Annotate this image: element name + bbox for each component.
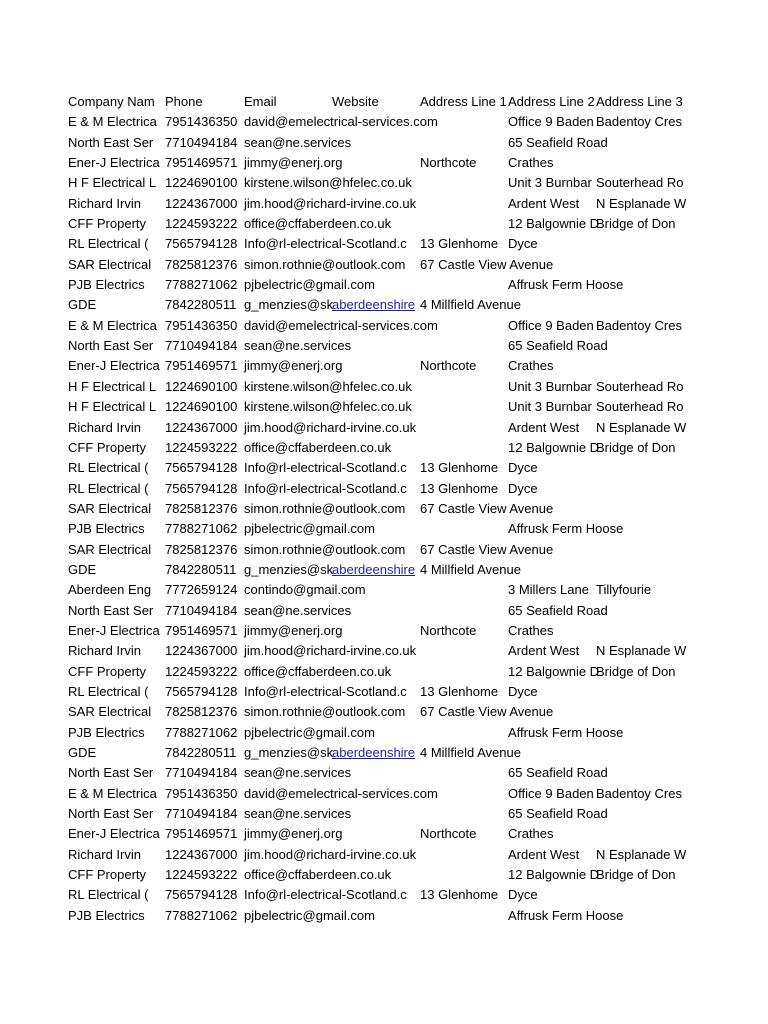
- cell-email[interactable]: sean@ne.services: [244, 765, 352, 781]
- cell-address-line-3[interactable]: [596, 743, 684, 763]
- cell-address-line-2[interactable]: Affrusk Ferm Hoose: [508, 277, 624, 293]
- header-website[interactable]: Website: [332, 94, 379, 109]
- cell-address-line-3[interactable]: N Esplanade W: [596, 195, 687, 211]
- cell-address-line-1[interactable]: [420, 418, 508, 438]
- cell-email[interactable]: jim.hood@richard-irvine.co.uk: [244, 643, 417, 659]
- cell-address-line-3[interactable]: Souterhead Ro: [596, 399, 684, 415]
- cell-address-line-2[interactable]: Ardent West: [508, 643, 580, 659]
- cell-company[interactable]: PJB Electrics: [68, 724, 145, 740]
- cell-address-line-2[interactable]: Unit 3 Burnbar: [508, 378, 592, 394]
- cell-address-line-2[interactable]: 65 Seafield Road: [508, 134, 608, 150]
- cell-company[interactable]: RL Electrical (: [68, 236, 149, 252]
- cell-address-line-1[interactable]: [420, 133, 508, 153]
- cell-company[interactable]: RL Electrical (: [68, 480, 149, 496]
- cell-website[interactable]: [332, 153, 420, 173]
- cell-company[interactable]: Ener-J Electrica: [68, 826, 160, 842]
- cell-address-line-1[interactable]: [420, 275, 508, 295]
- cell-website[interactable]: [332, 458, 420, 478]
- cell-address-line-1[interactable]: 4 Millfield Avenue: [420, 297, 521, 313]
- cell-company[interactable]: Ener-J Electrica: [68, 622, 160, 638]
- cell-company[interactable]: CFF Property: [68, 867, 147, 883]
- cell-company[interactable]: Richard Irvin: [68, 846, 141, 862]
- cell-address-line-1[interactable]: 13 Glenhome: [420, 683, 499, 699]
- cell-phone[interactable]: 7842280511: [165, 745, 237, 760]
- cell-address-line-2[interactable]: 12 Balgownie D: [508, 439, 600, 455]
- cell-address-line-1[interactable]: Northcote: [420, 622, 477, 638]
- cell-phone[interactable]: 7788271062: [165, 521, 238, 537]
- cell-email[interactable]: pjbelectric@gmail.com: [244, 277, 375, 293]
- cell-company[interactable]: SAR Electrical: [68, 256, 152, 272]
- cell-phone[interactable]: 7951469571: [165, 358, 238, 374]
- cell-address-line-1[interactable]: [420, 865, 508, 885]
- cell-website[interactable]: [332, 560, 420, 580]
- cell-email[interactable]: Info@rl-electrical-Scotland.c: [244, 887, 407, 903]
- cell-company[interactable]: GDE: [68, 297, 97, 313]
- cell-address-line-3[interactable]: [596, 153, 684, 173]
- cell-phone[interactable]: 7951436350: [165, 317, 238, 333]
- cell-company[interactable]: Aberdeen Eng: [68, 582, 152, 598]
- cell-address-line-3[interactable]: [596, 824, 684, 844]
- cell-address-line-3[interactable]: Bridge of Don: [596, 216, 676, 232]
- cell-phone[interactable]: 7825812376: [165, 704, 238, 720]
- cell-phone[interactable]: 7951436350: [165, 785, 238, 801]
- cell-company[interactable]: North East Ser: [68, 338, 154, 354]
- cell-phone[interactable]: 7565794128: [165, 887, 238, 903]
- cell-company[interactable]: H F Electrical L: [68, 378, 157, 394]
- cell-phone[interactable]: 7710494184: [165, 602, 238, 618]
- cell-company[interactable]: Richard Irvin: [68, 195, 141, 211]
- cell-address-line-2[interactable]: Affrusk Ferm Hoose: [508, 907, 624, 923]
- cell-address-line-3[interactable]: Badentoy Cres: [596, 114, 682, 130]
- cell-address-line-3[interactable]: [596, 560, 684, 580]
- cell-website[interactable]: [332, 824, 420, 844]
- cell-phone[interactable]: 7951469571: [165, 155, 238, 171]
- cell-company[interactable]: Richard Irvin: [68, 419, 141, 435]
- cell-address-line-2[interactable]: 65 Seafield Road: [508, 765, 608, 781]
- cell-company[interactable]: RL Electrical (: [68, 887, 149, 903]
- cell-company[interactable]: SAR Electrical: [68, 541, 152, 557]
- cell-email[interactable]: kirstene.wilson@hfelec.co.uk: [244, 378, 412, 394]
- cell-address-line-1[interactable]: 4 Millfield Avenue: [420, 745, 521, 760]
- cell-phone[interactable]: 7788271062: [165, 907, 238, 923]
- cell-address-line-3[interactable]: N Esplanade W: [596, 643, 687, 659]
- cell-email[interactable]: g_menzies@sk: [244, 561, 334, 577]
- cell-email[interactable]: simon.rothnie@outlook.com: [244, 704, 406, 720]
- cell-email[interactable]: pjbelectric@gmail.com: [244, 724, 375, 740]
- cell-phone[interactable]: 7788271062: [165, 724, 238, 740]
- cell-address-line-3[interactable]: Tillyfourie: [596, 582, 652, 598]
- website-link[interactable]: aberdeenshire: [332, 297, 416, 313]
- cell-phone[interactable]: 1224593222: [165, 663, 238, 679]
- cell-address-line-2[interactable]: 65 Seafield Road: [508, 602, 608, 618]
- cell-email[interactable]: g_menzies@sk: [244, 745, 334, 760]
- cell-website[interactable]: [332, 234, 420, 254]
- cell-address-line-3[interactable]: [596, 601, 684, 621]
- cell-address-line-2[interactable]: Crathes: [508, 155, 554, 171]
- cell-phone[interactable]: 1224593222: [165, 867, 238, 883]
- cell-address-line-2[interactable]: Ardent West: [508, 419, 580, 435]
- cell-address-line-2[interactable]: Dyce: [508, 460, 538, 476]
- cell-address-line-1[interactable]: 13 Glenhome: [420, 480, 499, 496]
- cell-company[interactable]: North East Ser: [68, 602, 154, 618]
- cell-email[interactable]: Info@rl-electrical-Scotland.c: [244, 236, 407, 252]
- cell-email[interactable]: jim.hood@richard-irvine.co.uk: [244, 419, 417, 435]
- cell-email[interactable]: Info@rl-electrical-Scotland.c: [244, 480, 407, 496]
- cell-address-line-1[interactable]: [420, 377, 508, 397]
- cell-email[interactable]: contindo@gmail.com: [244, 582, 366, 598]
- cell-email[interactable]: pjbelectric@gmail.com: [244, 521, 375, 537]
- cell-email[interactable]: g_menzies@sk: [244, 297, 334, 313]
- cell-company[interactable]: CFF Property: [68, 216, 147, 232]
- cell-address-line-1[interactable]: [420, 580, 508, 600]
- cell-phone[interactable]: 1224593222: [165, 216, 238, 232]
- cell-email[interactable]: office@cffaberdeen.co.uk: [244, 439, 392, 455]
- cell-address-line-2[interactable]: Ardent West: [508, 846, 580, 862]
- cell-email[interactable]: jimmy@enerj.org: [244, 358, 343, 374]
- cell-email[interactable]: office@cffaberdeen.co.uk: [244, 867, 392, 883]
- cell-company[interactable]: GDE: [68, 745, 97, 760]
- cell-address-line-1[interactable]: 67 Castle View Avenue: [420, 541, 554, 557]
- cell-phone[interactable]: 7565794128: [165, 683, 238, 699]
- cell-phone[interactable]: 7825812376: [165, 256, 238, 272]
- cell-address-line-2[interactable]: Crathes: [508, 622, 554, 638]
- cell-address-line-3[interactable]: [596, 133, 684, 153]
- cell-address-line-1[interactable]: 13 Glenhome: [420, 460, 499, 476]
- cell-address-line-3[interactable]: [596, 295, 684, 315]
- cell-address-line-3[interactable]: [596, 255, 684, 275]
- cell-address-line-2[interactable]: Dyce: [508, 683, 538, 699]
- cell-phone[interactable]: 7825812376: [165, 500, 238, 516]
- cell-website[interactable]: [332, 702, 420, 722]
- cell-email[interactable]: office@cffaberdeen.co.uk: [244, 663, 392, 679]
- cell-address-line-1[interactable]: [420, 194, 508, 214]
- cell-address-line-2[interactable]: [508, 560, 596, 580]
- cell-address-line-2[interactable]: [508, 743, 596, 763]
- cell-address-line-2[interactable]: Dyce: [508, 887, 538, 903]
- cell-email[interactable]: david@emelectrical-services.com: [244, 785, 438, 801]
- cell-email[interactable]: jimmy@enerj.org: [244, 622, 343, 638]
- cell-email[interactable]: sean@ne.services: [244, 602, 352, 618]
- cell-address-line-1[interactable]: [420, 763, 508, 783]
- cell-company[interactable]: PJB Electrics: [68, 907, 145, 923]
- cell-address-line-1[interactable]: [420, 662, 508, 682]
- cell-phone[interactable]: 7710494184: [165, 806, 238, 822]
- cell-address-line-1[interactable]: 67 Castle View Avenue: [420, 704, 554, 720]
- cell-email[interactable]: sean@ne.services: [244, 806, 352, 822]
- cell-phone[interactable]: 7788271062: [165, 277, 238, 293]
- cell-address-line-2[interactable]: 65 Seafield Road: [508, 338, 608, 354]
- cell-phone[interactable]: 1224593222: [165, 439, 238, 455]
- cell-address-line-3[interactable]: [596, 458, 684, 478]
- cell-address-line-1[interactable]: 4 Millfield Avenue: [420, 561, 521, 577]
- cell-address-line-1[interactable]: 67 Castle View Avenue: [420, 500, 554, 516]
- cell-address-line-1[interactable]: Northcote: [420, 826, 477, 842]
- cell-phone[interactable]: 7565794128: [165, 460, 238, 476]
- cell-company[interactable]: E & M Electrica: [68, 114, 157, 130]
- cell-address-line-3[interactable]: N Esplanade W: [596, 419, 687, 435]
- cell-website[interactable]: [332, 540, 420, 560]
- cell-company[interactable]: SAR Electrical: [68, 500, 152, 516]
- cell-address-line-3[interactable]: [596, 885, 684, 905]
- header-address-line-1[interactable]: Address Line 1: [420, 94, 507, 109]
- cell-address-line-3[interactable]: [596, 336, 684, 356]
- cell-address-line-3[interactable]: [596, 804, 684, 824]
- cell-phone[interactable]: 1224690100: [165, 399, 238, 415]
- cell-email[interactable]: kirstene.wilson@hfelec.co.uk: [244, 399, 412, 415]
- cell-phone[interactable]: 7772659124: [165, 582, 238, 598]
- header-email[interactable]: Email: [244, 94, 277, 109]
- cell-email[interactable]: david@emelectrical-services.com: [244, 317, 438, 333]
- cell-address-line-3[interactable]: Badentoy Cres: [596, 317, 682, 333]
- cell-address-line-3[interactable]: [596, 702, 684, 722]
- cell-phone[interactable]: 1224367000: [165, 419, 238, 435]
- cell-email[interactable]: jimmy@enerj.org: [244, 826, 343, 842]
- cell-company[interactable]: RL Electrical (: [68, 683, 149, 699]
- cell-company[interactable]: E & M Electrica: [68, 317, 157, 333]
- cell-address-line-3[interactable]: [596, 763, 684, 783]
- cell-address-line-1[interactable]: [420, 845, 508, 865]
- cell-address-line-2[interactable]: Dyce: [508, 480, 538, 496]
- cell-address-line-1[interactable]: 13 Glenhome: [420, 236, 499, 252]
- cell-address-line-3[interactable]: [596, 540, 684, 560]
- cell-company[interactable]: SAR Electrical: [68, 704, 152, 720]
- cell-address-line-3[interactable]: [596, 479, 684, 499]
- cell-address-line-2[interactable]: 12 Balgownie D: [508, 867, 600, 883]
- cell-phone[interactable]: 7842280511: [165, 297, 237, 313]
- cell-website[interactable]: [332, 479, 420, 499]
- cell-company[interactable]: PJB Electrics: [68, 277, 145, 293]
- cell-company[interactable]: North East Ser: [68, 134, 154, 150]
- cell-address-line-3[interactable]: Bridge of Don: [596, 867, 676, 883]
- cell-address-line-1[interactable]: [420, 438, 508, 458]
- cell-company[interactable]: GDE: [68, 561, 97, 577]
- cell-address-line-3[interactable]: Souterhead Ro: [596, 378, 684, 394]
- cell-phone[interactable]: 7710494184: [165, 338, 238, 354]
- cell-address-line-3[interactable]: Bridge of Don: [596, 663, 676, 679]
- cell-company[interactable]: CFF Property: [68, 439, 147, 455]
- cell-email[interactable]: kirstene.wilson@hfelec.co.uk: [244, 175, 412, 191]
- cell-website[interactable]: [332, 885, 420, 905]
- cell-website[interactable]: [332, 743, 420, 763]
- cell-phone[interactable]: 7710494184: [165, 765, 238, 781]
- cell-address-line-2[interactable]: 65 Seafield Road: [508, 806, 608, 822]
- cell-website[interactable]: [332, 133, 420, 153]
- cell-address-line-1[interactable]: [420, 723, 508, 743]
- cell-address-line-2[interactable]: Crathes: [508, 358, 554, 374]
- cell-address-line-2[interactable]: Affrusk Ferm Hoose: [508, 724, 624, 740]
- cell-company[interactable]: PJB Electrics: [68, 521, 145, 537]
- cell-website[interactable]: [332, 255, 420, 275]
- cell-email[interactable]: simon.rothnie@outlook.com: [244, 541, 406, 557]
- cell-address-line-3[interactable]: Badentoy Cres: [596, 785, 682, 801]
- header-address-line-2[interactable]: Address Line 2: [508, 94, 595, 109]
- cell-email[interactable]: david@emelectrical-services.com: [244, 114, 438, 130]
- cell-address-line-2[interactable]: Ardent West: [508, 195, 580, 211]
- cell-email[interactable]: Info@rl-electrical-Scotland.c: [244, 683, 407, 699]
- cell-address-line-1[interactable]: [420, 601, 508, 621]
- cell-address-line-2[interactable]: Dyce: [508, 236, 538, 252]
- cell-website[interactable]: [332, 763, 420, 783]
- cell-website[interactable]: [332, 499, 420, 519]
- cell-address-line-1[interactable]: [420, 641, 508, 661]
- header-company[interactable]: Company Nam: [68, 94, 155, 109]
- cell-address-line-1[interactable]: [420, 804, 508, 824]
- cell-phone[interactable]: 1224690100: [165, 378, 238, 394]
- cell-address-line-2[interactable]: Office 9 Baden: [508, 114, 594, 130]
- cell-company[interactable]: CFF Property: [68, 663, 147, 679]
- cell-phone[interactable]: 7825812376: [165, 541, 238, 557]
- cell-address-line-2[interactable]: Office 9 Baden: [508, 317, 594, 333]
- cell-address-line-2[interactable]: Unit 3 Burnbar: [508, 399, 592, 415]
- cell-address-line-2[interactable]: 3 Millers Lane: [508, 582, 589, 598]
- cell-address-line-3[interactable]: N Esplanade W: [596, 846, 687, 862]
- cell-phone[interactable]: 1224367000: [165, 643, 238, 659]
- cell-address-line-1[interactable]: 67 Castle View Avenue: [420, 256, 554, 272]
- website-link[interactable]: aberdeenshire: [332, 561, 416, 577]
- cell-website[interactable]: [332, 356, 420, 376]
- cell-address-line-1[interactable]: [420, 214, 508, 234]
- cell-phone[interactable]: 7842280511: [165, 561, 237, 577]
- cell-company[interactable]: North East Ser: [68, 765, 154, 781]
- cell-phone[interactable]: 7951436350: [165, 114, 238, 130]
- cell-phone[interactable]: 1224367000: [165, 195, 238, 211]
- cell-email[interactable]: sean@ne.services: [244, 338, 352, 354]
- cell-email[interactable]: Info@rl-electrical-Scotland.c: [244, 460, 407, 476]
- cell-address-line-3[interactable]: [596, 621, 684, 641]
- cell-website[interactable]: [332, 804, 420, 824]
- cell-website[interactable]: [332, 621, 420, 641]
- cell-address-line-1[interactable]: [420, 519, 508, 539]
- cell-address-line-1[interactable]: 13 Glenhome: [420, 887, 499, 903]
- cell-address-line-2[interactable]: 12 Balgownie D: [508, 663, 600, 679]
- cell-email[interactable]: simon.rothnie@outlook.com: [244, 500, 406, 516]
- cell-address-line-3[interactable]: [596, 499, 684, 519]
- cell-phone[interactable]: 1224690100: [165, 175, 238, 191]
- cell-address-line-1[interactable]: Northcote: [420, 155, 477, 171]
- cell-address-line-1[interactable]: [420, 336, 508, 356]
- cell-website[interactable]: [332, 336, 420, 356]
- cell-website[interactable]: [332, 682, 420, 702]
- cell-address-line-1[interactable]: [420, 397, 508, 417]
- header-phone[interactable]: Phone: [165, 94, 203, 109]
- cell-website[interactable]: [332, 295, 420, 315]
- cell-address-line-2[interactable]: Crathes: [508, 826, 554, 842]
- cell-email[interactable]: sean@ne.services: [244, 134, 352, 150]
- cell-company[interactable]: RL Electrical (: [68, 460, 149, 476]
- cell-company[interactable]: North East Ser: [68, 806, 154, 822]
- cell-address-line-3[interactable]: [596, 682, 684, 702]
- cell-email[interactable]: jim.hood@richard-irvine.co.uk: [244, 846, 417, 862]
- cell-phone[interactable]: 7565794128: [165, 480, 238, 496]
- cell-phone[interactable]: 7710494184: [165, 134, 238, 150]
- cell-address-line-1[interactable]: [420, 906, 508, 926]
- cell-company[interactable]: Ener-J Electrica: [68, 358, 160, 374]
- header-address-line-3[interactable]: Address Line 3: [596, 94, 683, 109]
- cell-email[interactable]: pjbelectric@gmail.com: [244, 907, 375, 923]
- cell-address-line-1[interactable]: Northcote: [420, 358, 477, 374]
- cell-address-line-3[interactable]: [596, 356, 684, 376]
- cell-address-line-2[interactable]: Affrusk Ferm Hoose: [508, 521, 624, 537]
- cell-address-line-1[interactable]: [420, 173, 508, 193]
- cell-company[interactable]: H F Electrical L: [68, 175, 157, 191]
- cell-company[interactable]: H F Electrical L: [68, 399, 157, 415]
- cell-email[interactable]: office@cffaberdeen.co.uk: [244, 216, 392, 232]
- cell-phone[interactable]: 7951469571: [165, 622, 238, 638]
- cell-email[interactable]: simon.rothnie@outlook.com: [244, 256, 406, 272]
- cell-website[interactable]: [332, 601, 420, 621]
- cell-company[interactable]: E & M Electrica: [68, 785, 157, 801]
- cell-email[interactable]: jim.hood@richard-irvine.co.uk: [244, 195, 417, 211]
- website-link[interactable]: aberdeenshire: [332, 745, 416, 760]
- cell-address-line-2[interactable]: 12 Balgownie D: [508, 216, 600, 232]
- cell-phone[interactable]: 1224367000: [165, 846, 238, 862]
- cell-phone[interactable]: 7951469571: [165, 826, 238, 842]
- cell-address-line-2[interactable]: Office 9 Baden: [508, 785, 594, 801]
- cell-address-line-2[interactable]: Unit 3 Burnbar: [508, 175, 592, 191]
- cell-phone[interactable]: 7565794128: [165, 236, 238, 252]
- cell-address-line-3[interactable]: [596, 234, 684, 254]
- cell-company[interactable]: Ener-J Electrica: [68, 155, 160, 171]
- cell-address-line-3[interactable]: Souterhead Ro: [596, 175, 684, 191]
- cell-address-line-2[interactable]: [508, 295, 596, 315]
- cell-address-line-3[interactable]: Bridge of Don: [596, 439, 676, 455]
- cell-company[interactable]: Richard Irvin: [68, 643, 141, 659]
- cell-email[interactable]: jimmy@enerj.org: [244, 155, 343, 171]
